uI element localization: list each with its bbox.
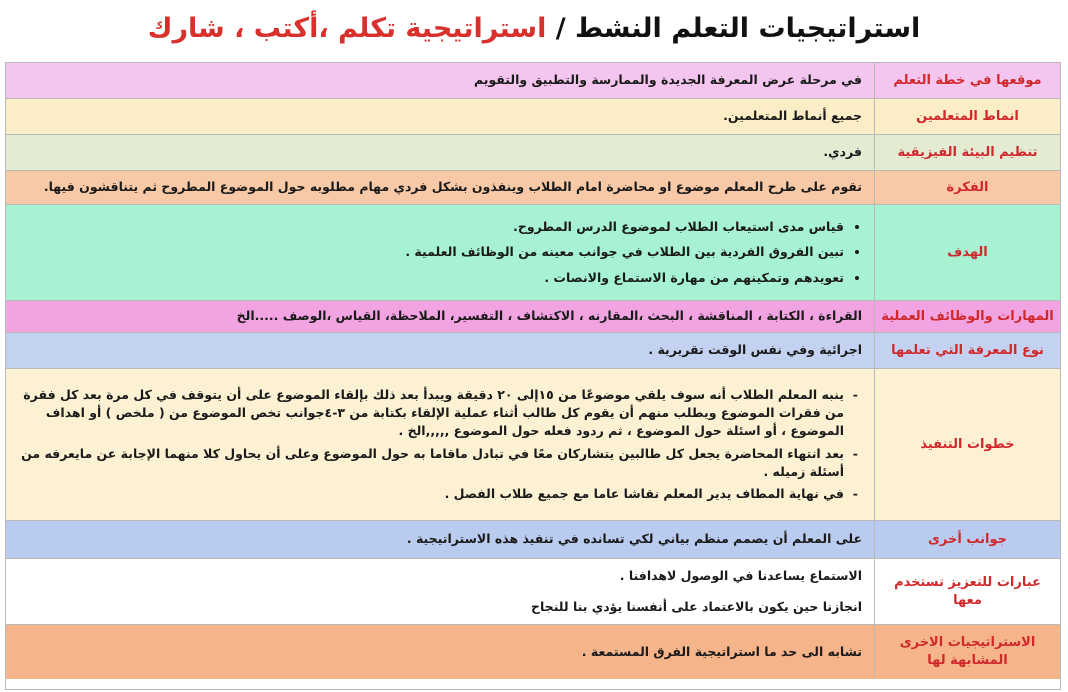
- row-content: [6, 171, 874, 204]
- row-content: [6, 625, 874, 679]
- document-title: [0, 0, 1068, 58]
- goal-list: [14, 211, 862, 293]
- row-content: [6, 301, 874, 332]
- row-text: جميع أنماط المتعلمين.: [723, 108, 862, 124]
- title-strategy-name: استراتيجية تكلم ،أكتب ، شارك: [147, 13, 547, 44]
- table-row: [6, 521, 1060, 559]
- row-text: على المعلم أن يصمم منظم بياني لكي تسانده في تنفيذ هذه الاستراتيجية .: [406, 531, 862, 547]
- row-label: المهارات والوظائف العملية: [874, 301, 1060, 332]
- list-item: • تبين الفروق الفردية بين الطلاب في جوانب معينه من الوظائف العلمية .: [14, 243, 844, 261]
- row-content: [6, 205, 874, 300]
- row-content: [6, 63, 874, 98]
- row-text: تقوم على طرح المعلم موضوع او محاضرة امام الطلاب وينفذون بشكل فردي مهام مطلوبه حول الموضوع المطروح ثم يتناقشون فيها.: [43, 179, 862, 195]
- table-row: [6, 301, 1060, 333]
- table-row: [6, 369, 1060, 521]
- table-row: [6, 171, 1060, 205]
- table-row: [6, 99, 1060, 135]
- row-content: [6, 99, 874, 134]
- table-row: [6, 63, 1060, 99]
- row-text: القراءة ، الكتابة ، المناقشة ، البحث ،المقارنه ، الاكتشاف ، التفسير، الملاحظة، القياس ،الوصف .....الخ: [236, 308, 862, 324]
- row-text: الاستماع يساعدنا في الوصول لاهدافنا .: [619, 568, 862, 584]
- row-text: اجرائية وفي نفس الوقت تقريرية .: [648, 342, 862, 358]
- list-item: - ينبه المعلم الطلاب أنه سوف يلقي موضوعًا من ١٥إلى ٢٠ دقيقة ويبدأ بعد ذلك بإلقاء الموضوع على أن يتوقف في كل مرة بعد كل فقرة من فقرات الموضوع ويطلب منهم أن يقوم كل طالب أثناء عملية الإلقاء بكتابة من ٣-٤جوانب تخص الموضوع من ( ملخص ) أو اهداف الموضوع ، أو اسئلة حول الموضوع ، ثم ردود فعله حول الموضوع ,,,,,الخ .: [14, 386, 844, 440]
- table-row: [6, 205, 1060, 301]
- strategy-table: [5, 62, 1061, 690]
- row-label: نوع المعرفة التي تعلمها: [874, 333, 1060, 368]
- table-row: [6, 559, 1060, 625]
- row-text: تشابه الى حد ما استراتيجية الفرق المستمعة .: [581, 643, 862, 659]
- list-item: • تعويدهم وتمكينهم من مهارة الاستماع والانصات .: [14, 269, 844, 287]
- row-text: انجازنا حين يكون بالاعتماد على أنفسنا يؤدي بنا للنجاح: [530, 598, 862, 614]
- row-text: في مرحلة عرض المعرفة الجديدة والممارسة والتطبيق والتقويم: [473, 72, 862, 88]
- table-row: [6, 135, 1060, 171]
- row-label: الهدف: [874, 205, 1060, 300]
- row-content: [6, 333, 874, 368]
- table-row: [6, 333, 1060, 369]
- row-label: خطوات التنفيذ: [874, 369, 1060, 520]
- row-label: الفكرة: [874, 171, 1060, 204]
- row-text: فردي.: [823, 144, 862, 160]
- row-content: [6, 135, 874, 170]
- row-content: [6, 521, 874, 558]
- table-row: [6, 625, 1060, 679]
- row-content: [6, 559, 874, 624]
- title-main: استراتيجيات التعلم النشط /: [555, 13, 921, 44]
- row-label: موقعها في خطة التعلم: [874, 63, 1060, 98]
- row-content: [6, 369, 874, 520]
- list-item: - في نهاية المطاف يدير المعلم نقاشا عاما مع جميع طلاب الفصل .: [14, 485, 844, 503]
- list-item: • قياس مدى استيعاب الطلاب لموضوع الدرس المطروح.: [14, 218, 844, 236]
- list-item: - بعد انتهاء المحاضرة يجعل كل طالبين يتشاركان معًا في تبادل ماقاما به حول الموضوع وعلى أن يحاول كلا منهما الإجابة عن مايعرفه من أسئلة زميله .: [14, 445, 844, 481]
- row-label: عبارات للتعزيز تستخدم معها: [874, 559, 1060, 624]
- row-label: جوانب أخرى: [874, 521, 1060, 558]
- row-label: تنظيم البيئة الفيزيقية: [874, 135, 1060, 170]
- row-label: الاستراتيجيات الاخرى المشابهة لها: [874, 625, 1060, 679]
- steps-list: [14, 382, 862, 507]
- row-label: انماط المتعلمين: [874, 99, 1060, 134]
